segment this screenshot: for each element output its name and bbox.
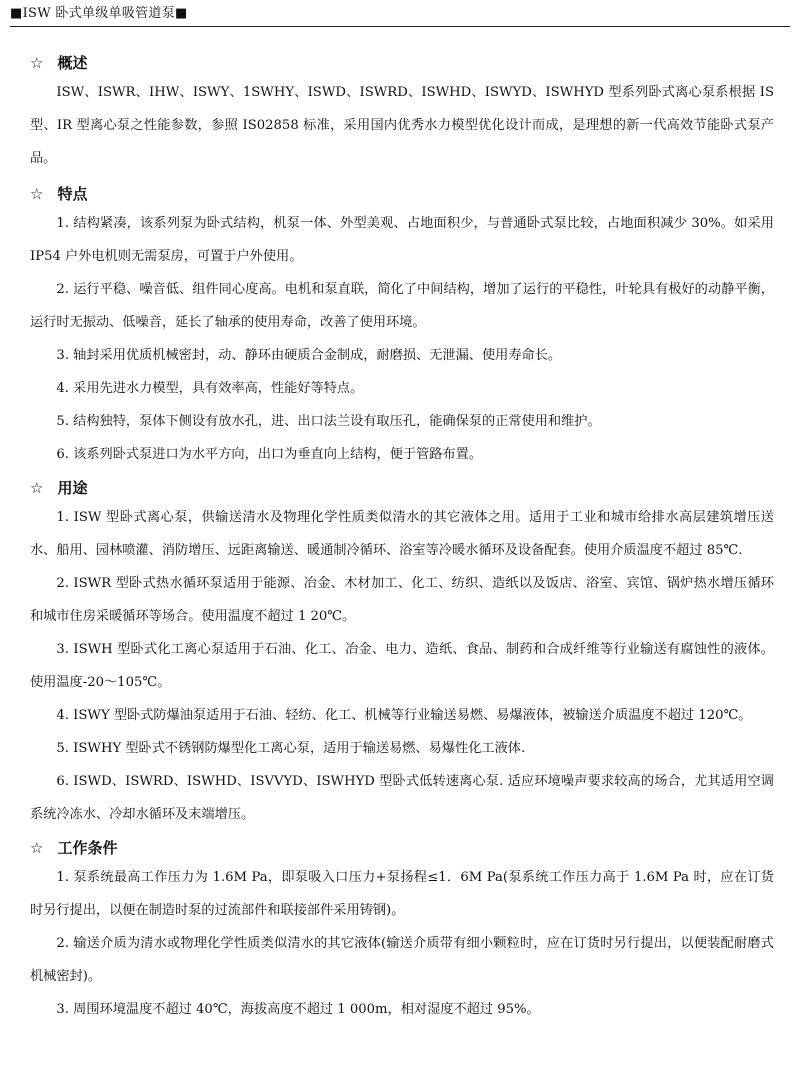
document-body — [30, 46, 774, 1026]
feature-item-6: 6. 该系列卧式泵进口为水平方向，出口为垂直向上结构，便于管路布置。 — [56, 447, 482, 462]
star-icon: ☆ — [30, 839, 44, 857]
section-title-overview — [30, 50, 774, 76]
section-features — [30, 181, 774, 471]
overview-paragraph: ISW、ISWR、IHW、ISWY、1SWHY、ISWD、ISWRD、ISWHD、ISWYD、ISWHYD 型系列卧式离心泵系根据 IS 型、IR 型离心泵之性能参数，参照 IS02858 标准，采用国内优秀水力模型优化设计而成，是理想的新一代高效节能卧式泵产品。 — [30, 85, 774, 166]
section-title-text: 概述 — [57, 54, 88, 72]
section-title-working-conditions — [30, 835, 774, 861]
condition-item-3: 3. 周围环境温度不超过 40℃，海拔高度不超过 1 000m，相对湿度不超过 95%。 — [56, 1002, 540, 1017]
use-item-4: 4. ISWY 型卧式防爆油泵适用于石油、轻纺、化工、机械等行业输送易燃、易爆液体，被输送介质温度不超过 120℃。 — [56, 708, 752, 723]
section-uses — [30, 475, 774, 831]
use-item-1: 1. ISW 型卧式离心泵，供输送清水及物理化学性质类似清水的其它液体之用。适用于工业和城市给排水高层建筑增压送水、船用、园林喷灌、消防增压、远距离输送、暖通制冷循环、浴室等冷暖水循环及设备配套。使用介质温度不超过 85℃. — [30, 510, 774, 558]
section-working-conditions — [30, 835, 774, 1026]
section-title-features — [30, 181, 774, 207]
use-item-2: 2. ISWR 型卧式热水循环泵适用于能源、冶金、木材加工、化工、纺织、造纸以及饭店、浴室、宾馆、锅炉热水增压循环和城市住房采暖循环等场合。使用温度不超过 1 20℃。 — [30, 576, 774, 624]
section-title-uses — [30, 475, 774, 501]
feature-item-4: 4. 采用先进水力模型，具有效率高，性能好等特点。 — [56, 381, 364, 396]
star-icon: ☆ — [30, 54, 44, 72]
star-icon: ☆ — [30, 479, 44, 497]
feature-item-1: 1. 结构紧凑，该系列泵为卧式结构，机泵一体、外型美观、占地面积少，与普通卧式泵比较，占地面积减少 30%。如采用 IP54 户外电机则无需泵房，可置于户外使用。 — [30, 216, 774, 264]
section-overview — [30, 50, 774, 175]
section-title-text: 用途 — [57, 479, 88, 497]
feature-item-2: 2. 运行平稳、噪音低、组件同心度高。电机和泵直联，简化了中间结构，增加了运行的平稳性，叶轮具有极好的动静平衡，运行时无振动、低噪音，延长了轴承的使用寿命，改善了使用环境。 — [30, 282, 774, 330]
page-header — [10, 4, 790, 27]
section-title-text: 工作条件 — [57, 839, 118, 857]
use-item-5: 5. ISWHY 型卧式不锈钢防爆型化工离心泵，适用于输送易燃、易爆性化工液体. — [56, 741, 526, 756]
star-icon: ☆ — [30, 185, 44, 203]
use-item-6: 6. ISWD、ISWRD、ISWHD、ISVVYD、ISWHYD 型卧式低转速离心泵. 适应环境噪声要求较高的场合，尤其适用空调系统冷冻水、冷却水循环及末端增压。 — [30, 774, 774, 822]
condition-item-1: 1. 泵系统最高工作压力为 1.6M Pa，即泵吸入口压力+泵扬程≤1．6M Pa(泵系统工作压力高于 1.6M Pa 时，应在订货时另行提出，以便在制造时泵的过流部件和联接部件采用铸钢)。 — [30, 870, 774, 918]
condition-item-2: 2. 输送介质为清水或物理化学性质类似清水的其它液体(输送介质带有细小颗粒时，应在订货时另行提出，以便装配耐磨式机械密封)。 — [30, 936, 774, 984]
use-item-3: 3. ISWH 型卧式化工离心泵适用于石油、化工、冶金、电力、造纸、食品、制药和合成纤维等行业输送有腐蚀性的液体。使用温度-20～105℃。 — [30, 642, 774, 690]
feature-item-3: 3. 轴封采用优质机械密封，动、静环由硬质合金制成，耐磨损、无泄漏、使用寿命长。 — [56, 348, 562, 363]
section-title-text: 特点 — [57, 185, 88, 203]
header-title: ■ISW 卧式单级单吸管道泵■ — [10, 6, 188, 21]
feature-item-5: 5. 结构独特，泵体下侧设有放水孔，进、出口法兰设有取压孔，能确保泵的正常使用和维护。 — [56, 414, 601, 429]
